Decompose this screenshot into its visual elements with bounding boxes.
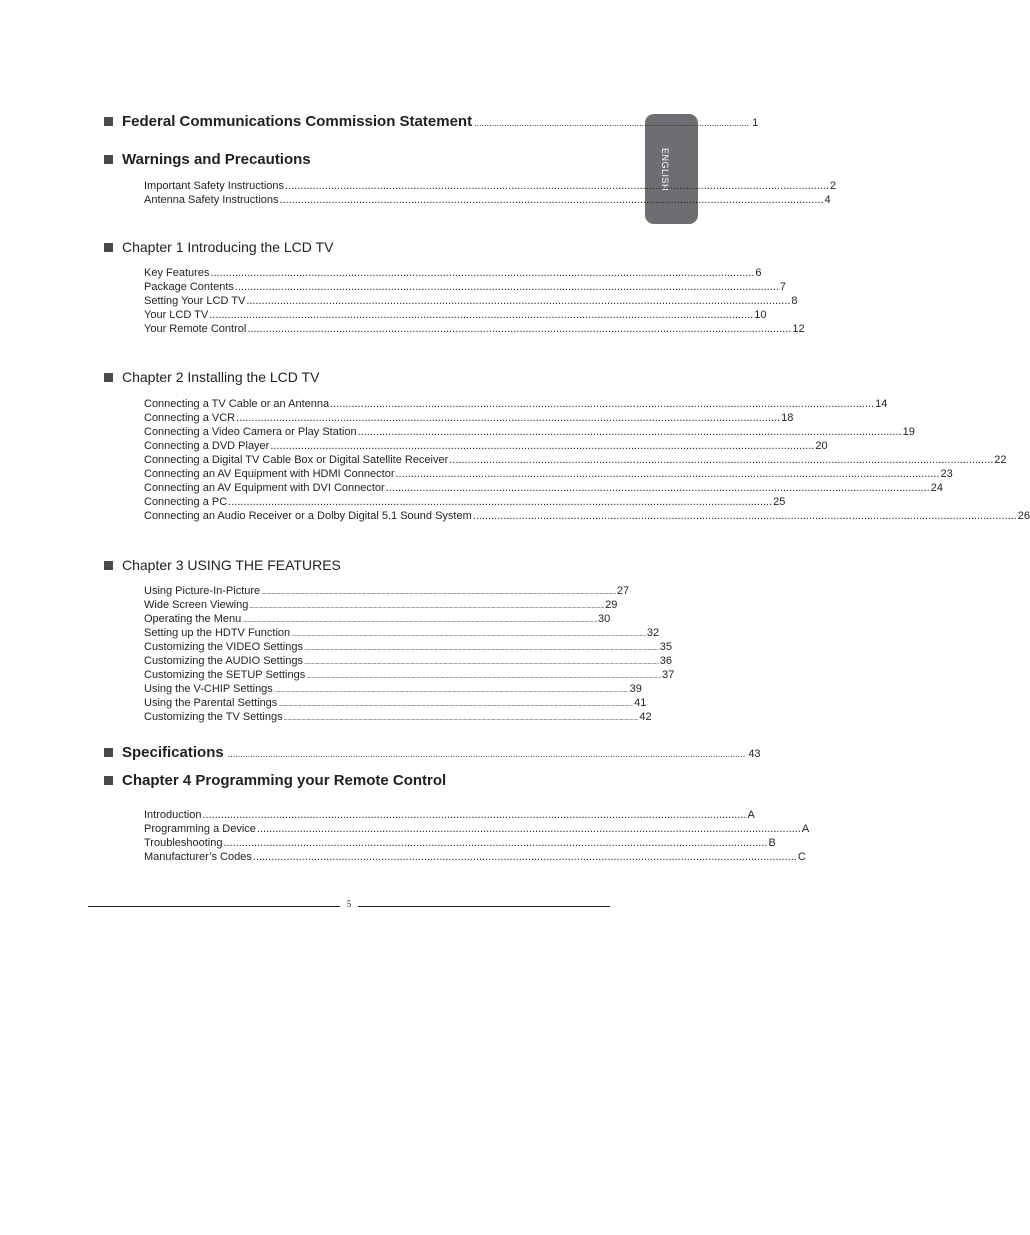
square-bullet-icon	[104, 243, 113, 252]
toc-entry-page: 25	[773, 496, 786, 508]
toc-entry-label: Customizing the VIDEO Settings	[144, 641, 303, 653]
leader-dots: ........................................................................................................................................................................................................................................................................................	[242, 618, 597, 624]
toc-entry[interactable]	[144, 481, 943, 495]
square-bullet-icon	[104, 776, 113, 785]
toc-entry-label: Using the V-CHIP Settings	[144, 683, 273, 695]
toc-heading-chapter1[interactable]	[104, 239, 586, 261]
toc-entry[interactable]	[144, 179, 837, 193]
toc-entry[interactable]	[144, 682, 642, 696]
leader-dots: ........................................................................................................................................................................................................................................................................................	[278, 702, 634, 708]
toc-entry-label: Operating the Menu	[144, 613, 242, 625]
toc-entry[interactable]	[144, 280, 787, 294]
toc-section-chapter4	[104, 772, 810, 864]
toc-entry-page: 30	[598, 613, 611, 625]
toc-section-chapter3	[104, 557, 675, 724]
toc-entry[interactable]	[144, 836, 776, 850]
square-bullet-icon	[104, 117, 113, 126]
toc-entry-list	[144, 179, 837, 207]
toc-entry-page: 12	[792, 323, 805, 335]
toc-entry[interactable]	[144, 598, 618, 612]
toc-entry-page: 2	[830, 180, 837, 192]
toc-entry-label: Important Safety Instructions	[144, 180, 285, 192]
toc-entry-page: 14	[875, 398, 888, 410]
square-bullet-icon	[104, 561, 113, 570]
toc-entry[interactable]	[144, 640, 672, 654]
toc-entry-label: Using the Parental Settings	[144, 697, 278, 709]
leader-dots: ..................................................................................................................................................................................	[202, 809, 747, 821]
leader-dots: ..................................................................................................................................................................................	[472, 510, 1017, 522]
toc-entry-page: 23	[940, 468, 953, 480]
toc-entry[interactable]	[144, 439, 828, 453]
toc-entry-page: 20	[815, 440, 828, 452]
toc-entry[interactable]	[144, 294, 798, 308]
toc-entry[interactable]	[144, 654, 672, 668]
toc-entry-page: 6	[755, 267, 762, 279]
leader-dots: ..................................................................................................................................................................................	[234, 281, 779, 293]
toc-entry-page: 32	[646, 627, 660, 639]
toc-entry-page: A	[801, 823, 810, 835]
leader-dots: ..................................................................................................................................................................................	[330, 398, 875, 410]
toc-entry-page: B	[768, 837, 776, 849]
toc-entry[interactable]	[144, 453, 1007, 467]
toc-entry-page: 37	[661, 669, 675, 681]
toc-entry-page: 7	[779, 281, 787, 293]
toc-heading-specifications[interactable]	[104, 744, 761, 766]
leader-dots: ..................................................................................................................................................................................	[209, 309, 754, 321]
toc-entry-label: Key Features	[144, 267, 210, 279]
toc-entry-label: Connecting a TV Cable or an Antenna	[144, 398, 330, 410]
toc-entry-label: Customizing the TV Settings	[144, 711, 283, 723]
toc-section-fcc	[104, 113, 759, 135]
leader-dots: ........................................................................................................................................................................................................................................................................................	[306, 674, 661, 680]
toc-entry-page: 26	[1017, 510, 1030, 522]
toc-entry[interactable]	[144, 322, 805, 336]
toc-entry-page: 42	[639, 711, 652, 723]
toc-entry-page: 24	[930, 482, 943, 494]
toc-entry-page: C	[797, 851, 806, 863]
toc-entry[interactable]	[144, 584, 630, 598]
leader-dots: ..................................................................................................................................................................................	[279, 194, 824, 206]
leader-dots: ...............................................................................................................................................................................................................	[227, 749, 746, 759]
toc-entry[interactable]	[144, 193, 831, 207]
toc-entry[interactable]	[144, 612, 611, 626]
square-bullet-icon	[104, 155, 113, 164]
toc-section-chapter1	[104, 239, 805, 336]
toc-entry-page: 39	[629, 683, 642, 695]
toc-entry-label: Antenna Safety Instructions	[144, 194, 279, 206]
toc-section-chapter2	[104, 369, 1030, 523]
toc-entry-label: Connecting an Audio Receiver or a Dolby Digital 5.1 Sound System	[144, 510, 472, 522]
toc-entry[interactable]	[144, 696, 647, 710]
leader-dots: ........................................................................................................................................................................................................................................................................................	[283, 716, 639, 722]
toc-entry-label: Manufacturer’s Codes	[144, 851, 252, 863]
leader-dots: ..................................................................................................................................................................................	[252, 851, 797, 863]
toc-entry[interactable]	[144, 425, 915, 439]
toc-entry[interactable]	[144, 509, 1030, 523]
language-tab-label: ENGLISH	[660, 148, 670, 192]
toc-entry-page: A	[747, 809, 755, 821]
toc-entry-label: Customizing the SETUP Settings	[144, 669, 306, 681]
toc-entry-label: Connecting a PC	[144, 496, 228, 508]
toc-entry-label: Connecting a VCR	[144, 412, 236, 424]
toc-entry-list	[144, 584, 675, 724]
toc-entry-label: Introduction	[144, 809, 202, 821]
leader-dots: ........................................................................................................................................................................................................................................................................................	[303, 660, 659, 666]
toc-entry-label: Customizing the AUDIO Settings	[144, 655, 303, 667]
leader-dots: ..................................................................................................................................................................................	[223, 837, 768, 849]
toc-heading-warnings[interactable]	[104, 151, 586, 173]
toc-entry-label: Connecting a Digital TV Cable Box or Digital Satellite Receiver	[144, 454, 449, 466]
toc-entry-page: 29	[605, 599, 618, 611]
toc-entry[interactable]	[144, 668, 675, 682]
toc-entry-label: Using Picture-In-Picture	[144, 585, 261, 597]
toc-entry-label: Wide Screen Viewing	[144, 599, 249, 611]
leader-dots: ..................................................................................................................................................................................	[285, 180, 830, 192]
leader-dots: ..................................................................................................................................................................................	[357, 426, 902, 438]
toc-entry-label: Connecting a DVD Player	[144, 440, 270, 452]
leader-dots: ........................................................................................................................................................................................................................................................................................	[273, 688, 629, 694]
toc-heading-label: Chapter 4 Programming your Remote Control	[122, 772, 447, 789]
toc-entry-label: Connecting an AV Equipment with DVI Connector	[144, 482, 385, 494]
leader-dots: ........................................................................................................................................................................................................................................................................................	[303, 646, 659, 652]
toc-entry-label: Setting up the HDTV Function	[144, 627, 291, 639]
toc-heading-page: 43	[748, 748, 761, 760]
leader-dots: ..................................................................................................................................................................................	[395, 468, 940, 480]
toc-entry[interactable]	[144, 266, 762, 280]
toc-entry-label: Connecting an AV Equipment with HDMI Connector	[144, 468, 395, 480]
toc-entry-label: Package Contents	[144, 281, 234, 293]
toc-heading-chapter4[interactable]	[104, 772, 586, 794]
toc-heading-fcc[interactable]	[104, 113, 759, 135]
footer-rule-right	[358, 906, 610, 907]
toc-heading-label: Specifications	[122, 744, 224, 761]
toc-heading-label: Warnings and Precautions	[122, 151, 311, 168]
leader-dots: ..................................................................................................................................................................................	[236, 412, 781, 424]
toc-entry[interactable]	[144, 710, 652, 724]
toc-entry-list	[144, 808, 810, 864]
footer-rule-left	[88, 906, 340, 907]
toc-entry-page: 4	[824, 194, 831, 206]
toc-entry-list	[144, 397, 1030, 523]
toc-entry[interactable]	[144, 808, 755, 822]
toc-entry[interactable]	[144, 397, 888, 411]
toc-entry-page: 8	[791, 295, 798, 307]
toc-heading-chapter2[interactable]	[104, 369, 586, 391]
leader-dots: ........................................................................................................................................................................................................................................................................................	[291, 632, 646, 638]
leader-dots: ..................................................................................................................................................................................	[247, 323, 792, 335]
toc-heading-label: Chapter 1 Introducing the LCD TV	[122, 239, 334, 255]
toc-heading-label: Chapter 3 USING THE FEATURES	[122, 557, 341, 573]
toc-section-specifications	[104, 744, 761, 766]
leader-dots: ..............................................................................................................	[474, 118, 750, 128]
toc-entry-label: Your LCD TV	[144, 309, 209, 321]
toc-entry[interactable]	[144, 467, 953, 481]
toc-entry-page: 41	[634, 697, 647, 709]
toc-entry-list	[144, 266, 805, 336]
square-bullet-icon	[104, 748, 113, 757]
toc-entry-label: Your Remote Control	[144, 323, 247, 335]
leader-dots: ........................................................................................................................................................................................................................................................................................	[261, 590, 616, 596]
toc-entry[interactable]	[144, 495, 786, 509]
toc-entry-label: Connecting a Video Camera or Play Station	[144, 426, 357, 438]
toc-entry-label: Troubleshooting	[144, 837, 223, 849]
leader-dots: ..................................................................................................................................................................................	[246, 295, 791, 307]
toc-entry-page: 19	[902, 426, 915, 438]
toc-heading-label: Federal Communications Commission Statement	[122, 113, 473, 130]
toc-entry[interactable]	[144, 850, 806, 864]
toc-entry-page: 36	[659, 655, 672, 667]
toc-entry[interactable]	[144, 411, 794, 425]
toc-entry-page: 10	[754, 309, 767, 321]
toc-entry-label: Programming a Device	[144, 823, 256, 835]
toc-entry[interactable]	[144, 308, 767, 322]
leader-dots: ........................................................................................................................................................................................................................................................................................	[249, 604, 605, 610]
toc-heading-chapter3[interactable]	[104, 557, 586, 579]
toc-heading-page: 1	[752, 117, 759, 129]
toc-entry-label: Setting Your LCD TV	[144, 295, 246, 307]
language-tab	[645, 114, 698, 224]
leader-dots: ..................................................................................................................................................................................	[449, 454, 994, 466]
toc-entry-page: 18	[781, 412, 794, 424]
toc-entry-page: 27	[616, 585, 630, 597]
square-bullet-icon	[104, 373, 113, 382]
leader-dots: ..................................................................................................................................................................................	[228, 496, 773, 508]
toc-entry[interactable]	[144, 626, 660, 640]
toc-entry[interactable]	[144, 822, 810, 836]
leader-dots: ..................................................................................................................................................................................	[256, 823, 801, 835]
toc-entry-page: 22	[994, 454, 1007, 466]
leader-dots: ..................................................................................................................................................................................	[210, 267, 755, 279]
leader-dots: ..................................................................................................................................................................................	[385, 482, 930, 494]
toc-heading-label: Chapter 2 Installing the LCD TV	[122, 369, 320, 385]
leader-dots: ..................................................................................................................................................................................	[270, 440, 815, 452]
page-number: 5	[346, 899, 352, 909]
toc-entry-page: 35	[659, 641, 672, 653]
